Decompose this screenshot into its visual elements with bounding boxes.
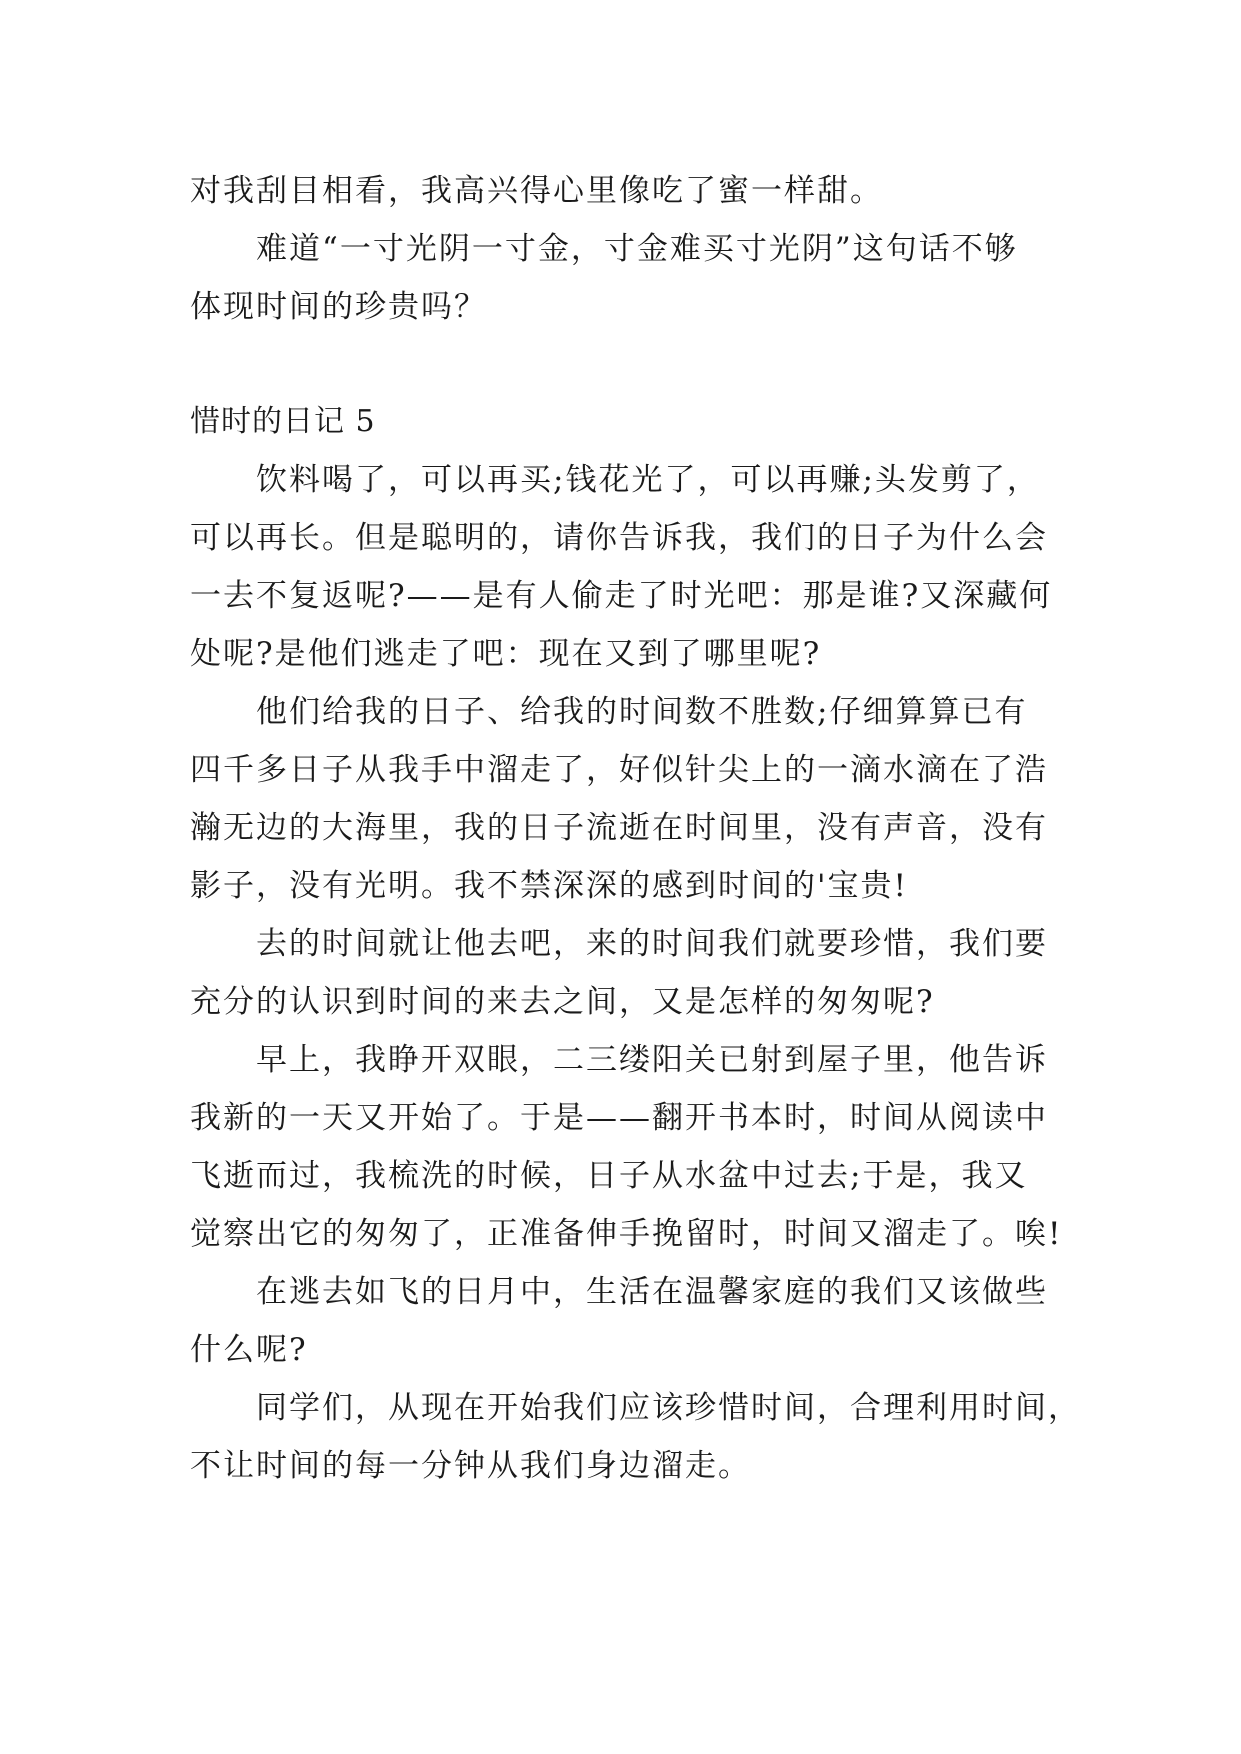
paragraph-line: 处呢?是他们逃走了吧：现在又到了哪里呢? bbox=[190, 636, 822, 672]
paragraph-line: 我新的一天又开始了。于是——翻开书本时，时间从阅读中 bbox=[190, 1100, 1048, 1136]
paragraph-line: 他们给我的日子、给我的时间数不胜数;仔细算算已有 bbox=[256, 694, 1028, 730]
paragraph-line: 饮料喝了，可以再买;钱花光了，可以再赚;头发剪了， bbox=[256, 462, 1040, 498]
document-body bbox=[190, 162, 1081, 1495]
paragraph-line: 觉察出它的匆匆了，正准备伸手挽留时，时间又溜走了。唉! bbox=[190, 1216, 1063, 1252]
paragraph-line: 瀚无边的大海里，我的日子流逝在时间里，没有声音，没有 bbox=[190, 810, 1048, 846]
paragraph-line: 影子，没有光明。我不禁深深的感到时间的'宝贵! bbox=[190, 868, 908, 904]
paragraph-line: 不让时间的每一分钟从我们身边溜走。 bbox=[190, 1448, 751, 1484]
paragraph-line: 去的时间就让他去吧，来的时间我们就要珍惜，我们要 bbox=[256, 926, 1048, 962]
paragraph-line: 充分的认识到时间的来去之间，又是怎样的匆匆呢? bbox=[190, 984, 935, 1020]
section-title: 惜时的日记 5 bbox=[190, 404, 376, 439]
paragraph-line: 难道“一寸光阴一寸金，寸金难买寸光阴”这句话不够 bbox=[256, 231, 1018, 267]
paragraph-line: 同学们，从现在开始我们应该珍惜时间，合理利用时间， bbox=[256, 1390, 1081, 1426]
paragraph-line: 在逃去如飞的日月中，生活在温馨家庭的我们又该做些 bbox=[256, 1274, 1048, 1310]
paragraph-line: 什么呢? bbox=[190, 1332, 308, 1368]
paragraph-line: 一去不复返呢?——是有人偷走了时光吧：那是谁?又深藏何 bbox=[190, 578, 1053, 614]
paragraph-line: 体现时间的珍贵吗？ bbox=[190, 289, 487, 325]
paragraph-line: 飞逝而过，我梳洗的时候，日子从水盆中过去;于是，我又 bbox=[190, 1158, 1028, 1194]
paragraph-line: 对我刮目相看，我高兴得心里像吃了蜜一样甜。 bbox=[190, 173, 883, 209]
section-spacer bbox=[190, 336, 1070, 393]
paragraph-line: 可以再长。但是聪明的，请你告诉我，我们的日子为什么会 bbox=[190, 520, 1048, 556]
paragraph-line: 早上，我睁开双眼，二三缕阳关已射到屋子里，他告诉 bbox=[256, 1042, 1048, 1078]
paragraph-line: 四千多日子从我手中溜走了，好似针尖上的一滴水滴在了浩 bbox=[190, 752, 1048, 788]
